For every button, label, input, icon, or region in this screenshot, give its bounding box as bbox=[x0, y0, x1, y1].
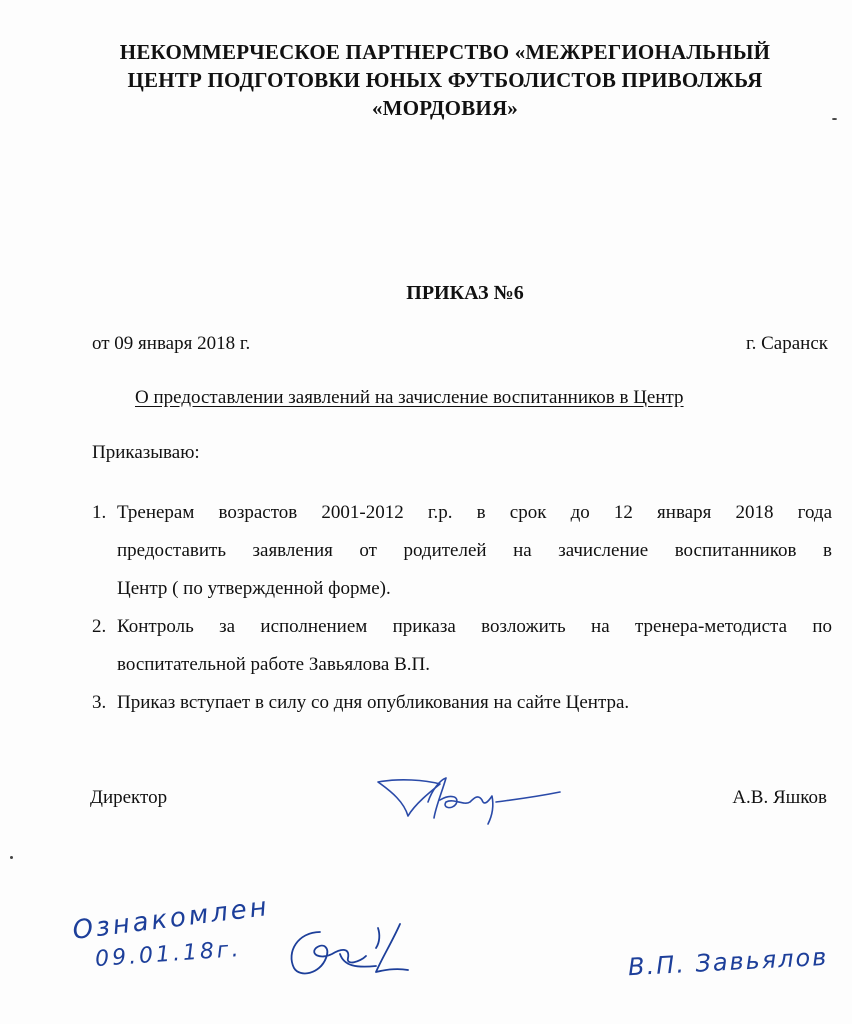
order-item-line: Контроль за исполнением приказа возложить на тренера-методиста по bbox=[117, 616, 832, 637]
order-item bbox=[92, 608, 832, 684]
order-item bbox=[92, 494, 832, 608]
order-item-line: Тренерам возрастов 2001-2012 г.р. в срок до 12 января 2018 года bbox=[117, 502, 832, 523]
order-item-text bbox=[117, 494, 832, 608]
scan-speck bbox=[832, 118, 837, 120]
acknowledged-date: 09.01.18г. bbox=[94, 936, 243, 973]
employee-signature bbox=[280, 918, 420, 988]
organization-header-line-2: ЦЕНТР ПОДГОТОВКИ ЮНЫХ ФУТБОЛИСТОВ ПРИВОЛЖЬЯ bbox=[127, 68, 763, 92]
order-intro: Приказываю: bbox=[92, 442, 200, 463]
order-items-list bbox=[92, 494, 832, 722]
organization-header bbox=[90, 38, 800, 122]
director-name: А.В. Яшков bbox=[732, 787, 827, 808]
order-item-line: Приказ вступает в силу со дня опубликования на сайте Центра. bbox=[117, 692, 630, 713]
director-signature bbox=[370, 772, 570, 832]
order-city: г. Саранск bbox=[745, 333, 828, 354]
order-date: от 09 января 2018 г. bbox=[92, 333, 251, 354]
order-item-text bbox=[117, 684, 832, 722]
order-item-line: воспитательной работе Завьялова В.П. bbox=[117, 654, 430, 675]
order-item-line: предоставить заявления от родителей на зачисление воспитанников в bbox=[117, 540, 832, 561]
order-item-line: Центр ( по утвержденной форме). bbox=[117, 578, 391, 599]
scan-speck bbox=[10, 856, 13, 859]
order-subject: О предоставлении заявлений на зачисление воспитанников в Центр bbox=[135, 387, 684, 408]
order-item bbox=[92, 684, 832, 722]
order-item-number: 2. bbox=[92, 616, 107, 637]
order-item-number: 3. bbox=[92, 692, 107, 713]
order-title: ПРИКАЗ №6 bbox=[406, 282, 524, 304]
order-item-number: 1. bbox=[92, 502, 107, 523]
director-position: Директор bbox=[90, 787, 168, 808]
employee-name-handwritten: В.П. Завьялов bbox=[627, 942, 829, 982]
organization-header-line-1: НЕКОММЕРЧЕСКОЕ ПАРТНЕРСТВО «МЕЖРЕГИОНАЛЬНЫЙ bbox=[119, 40, 771, 64]
order-item-text bbox=[117, 608, 832, 684]
organization-header-line-3: «МОРДОВИЯ» bbox=[371, 96, 519, 120]
acknowledged-note: Ознакомлен bbox=[70, 892, 272, 946]
